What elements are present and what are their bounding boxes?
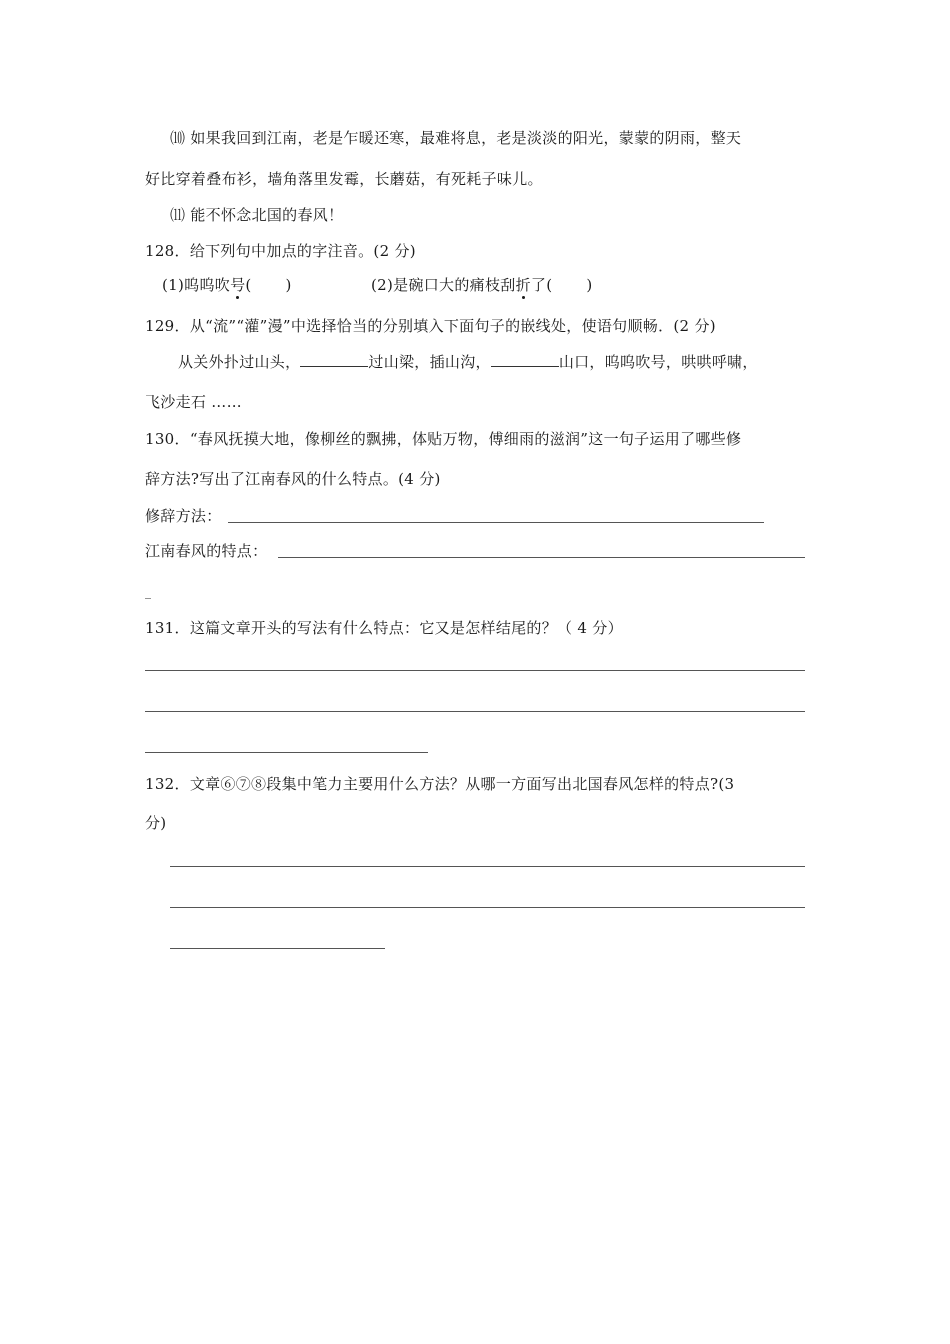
passage-paragraph-11: ⑾ 能不怀念北国的春风！ (170, 206, 344, 224)
question-128-item-2 (371, 275, 593, 295)
question-132-stem-line-2: 分) (145, 814, 167, 832)
feature-answer-line[interactable] (278, 557, 805, 558)
answer-paren-close: ) (586, 276, 593, 294)
question-131-stem: 131．这篇文章开头的写法有什么特点：它又是怎样结尾的？（ 4 分） (145, 619, 623, 637)
question-132-stem-line-1: 132．文章⑥⑦⑧段集中笔力主要用什么方法？从哪一方面写出北国春风怎样的特点?(3 (145, 775, 735, 793)
item-2-suffix: 了 (530, 276, 547, 294)
item-2-text: (2)是碗口大的痛枝刮 (371, 276, 516, 294)
rhetoric-answer-line[interactable] (228, 522, 764, 523)
question-129-stem: 129．从“流”“灌”漫”中选择恰当的分别填入下面句子的嵌线处，使语句顺畅．(2 分) (145, 317, 716, 335)
stray-mark: _ (145, 585, 152, 599)
answer-line[interactable] (145, 752, 428, 753)
dotted-character: 号 (230, 276, 246, 294)
item-1-text: (1)呜呜吹 (162, 276, 231, 294)
sentence-part-3: 山口，呜呜吹号，哄哄呼啸， (558, 353, 758, 371)
fill-blank-1[interactable] (300, 352, 368, 367)
question-130-stem-line-2: 辞方法?写出了江南春风的什么特点。(4 分) (145, 470, 441, 488)
answer-line[interactable] (145, 711, 805, 712)
sentence-part-1: 从关外扑过山头， (178, 353, 301, 371)
question-128-stem: 128．给下列句中加点的字注音。(2 分) (145, 242, 416, 260)
fill-blank-2[interactable] (491, 352, 559, 367)
rhetoric-label: 修辞方法： (145, 507, 222, 525)
answer-line[interactable] (170, 907, 805, 908)
answer-paren-open: ( (245, 276, 252, 294)
question-128-item-1 (162, 275, 292, 295)
answer-line[interactable] (170, 948, 385, 949)
answer-paren-close: ) (285, 276, 292, 294)
answer-paren-open: ( (546, 276, 553, 294)
answer-line[interactable] (170, 866, 805, 867)
answer-line[interactable] (145, 670, 805, 671)
dotted-character: 折 (515, 276, 531, 294)
question-129-sentence-line-2: 飞沙走石 …… (145, 393, 242, 411)
question-129-sentence (178, 352, 758, 372)
feature-label: 江南春风的特点： (145, 542, 268, 560)
question-130-stem-line-1: 130．“春风抚摸大地，像柳丝的飘拂，体贴万物，傅细雨的滋润”这一句子运用了哪些修 (145, 430, 742, 448)
passage-paragraph-10-line-1: ⑽ 如果我回到江南，老是乍暖还寒，最难将息，老是淡淡的阳光，蒙蒙的阴雨，整天 (170, 129, 742, 147)
passage-paragraph-10-line-2: 好比穿着叠布衫，墙角落里发霉，长蘑菇，有死耗子味儿。 (145, 170, 543, 188)
sentence-part-2: 过山梁，插山沟， (368, 353, 491, 371)
